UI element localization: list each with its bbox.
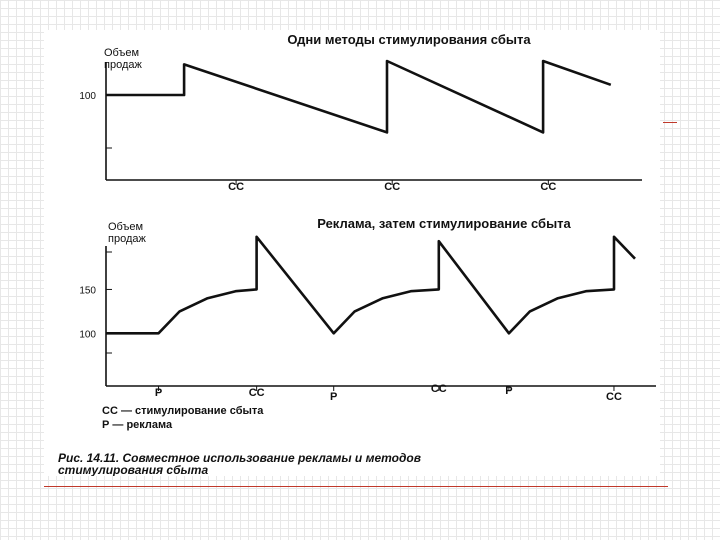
y-axis-label: продаж [108,233,146,245]
chart-bottom [79,216,656,403]
y-axis-label: продаж [104,59,142,71]
caption-line: Рис. 14.11. Совместное использование рекламы и методов [58,451,421,465]
red-footer-line [44,486,668,487]
red-accent-line [663,122,677,123]
legend-item: Р — реклама [102,419,173,431]
x-marker-label: СС [540,181,557,193]
y-tick-label: 150 [79,285,96,297]
y-axis-label: Объем [104,47,140,59]
x-marker-label: СС [248,387,265,399]
x-marker-label: СС [228,181,245,193]
chart-top [79,32,642,193]
series-line [106,61,611,132]
chart-title: Одни методы стимулирования сбыта [287,32,531,47]
series-line [106,237,635,333]
x-marker-label: СС [430,383,447,395]
x-marker-label: СС [606,391,622,403]
chart-title: Реклама, затем стимулирование сбыта [317,216,571,231]
x-marker-label: Р [154,387,163,399]
y-tick-label: 100 [79,91,96,102]
x-marker-label: Р [505,385,513,397]
figure-caption [58,451,421,476]
y-tick-label: 100 [79,329,96,341]
x-marker-label: Р [330,391,338,403]
y-axis-label: Объем [108,221,144,233]
scanned-figure [44,30,660,476]
caption-line: стимулирования сбыта [58,463,209,476]
figure-svg [44,30,660,476]
legend-item: СС — стимулирование сбыта [102,405,264,417]
x-marker-label: СС [384,181,401,193]
legend [102,405,264,431]
